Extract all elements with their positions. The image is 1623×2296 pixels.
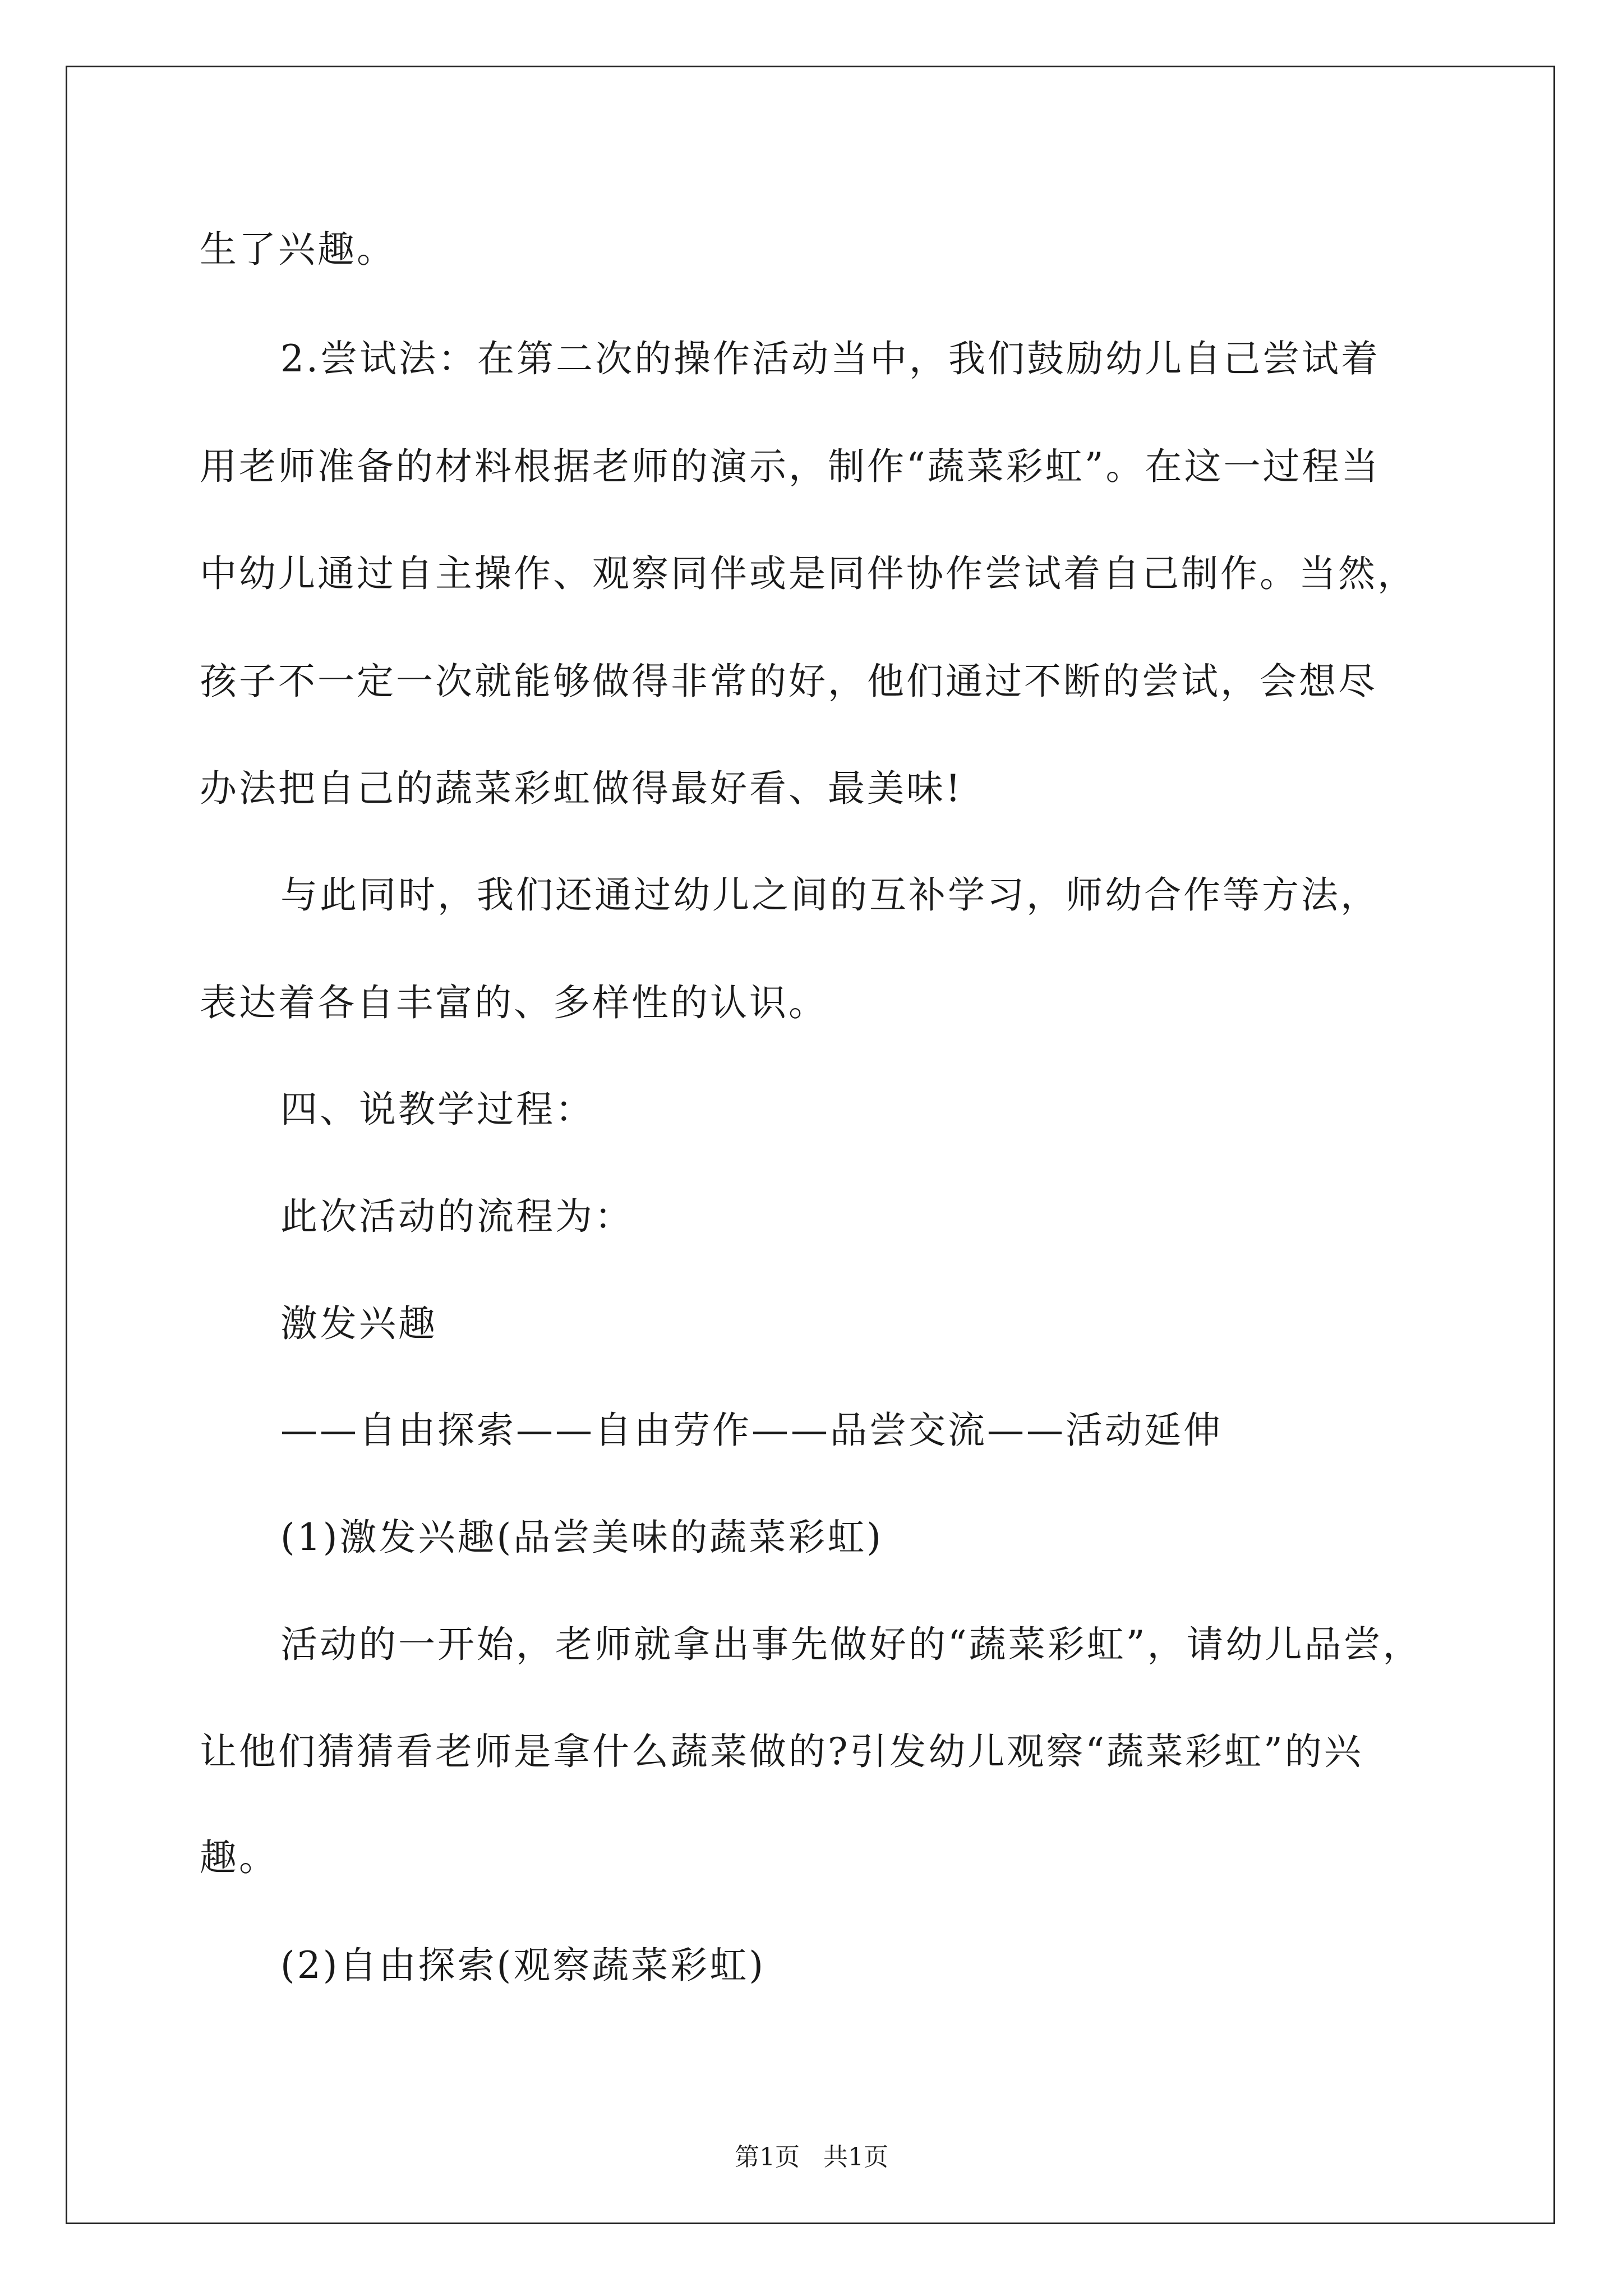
page-number: 第1页 <box>735 2143 800 2171</box>
text-line: 此次活动的流程为： <box>280 1195 634 1238</box>
text-line: ——自由探索——自由劳作——品尝交流——活动延伸 <box>280 1409 1223 1452</box>
text-line: 用老师准备的材料根据老师的演示，制作“蔬菜彩虹”。在这一过程当 <box>200 445 1381 488</box>
text-line: 中幼儿通过自主操作、观察同伴或是同伴协作尝试着自己制作。当然， <box>200 552 1417 595</box>
text-line: 2.尝试法：在第二次的操作活动当中，我们鼓励幼儿自己尝试着 <box>280 337 1380 380</box>
text-line: 与此同时，我们还通过幼儿之间的互补学习，师幼合作等方法， <box>280 873 1380 917</box>
text-line: 让他们猜猜看老师是拿什么蔬菜做的?引发幼儿观察“蔬菜彩虹”的兴 <box>200 1730 1363 1773</box>
text-line: 孩子不一定一次就能够做得非常的好，他们通过不断的尝试，会想尽 <box>200 660 1377 703</box>
text-line: 激发兴趣 <box>280 1302 437 1345</box>
section-heading: 四、说教学过程： <box>280 1088 594 1131</box>
page-border <box>66 66 1555 2224</box>
text-line: 趣。 <box>200 1836 278 1879</box>
text-line: 表达着各自丰富的、多样性的认识。 <box>200 981 828 1024</box>
text-line: 办法把自己的蔬菜彩虹做得最好看、最美味! <box>200 767 963 810</box>
text-line: 生了兴趣。 <box>200 228 396 271</box>
subsection-heading: (2)自由探索(观察蔬菜彩虹) <box>280 1944 766 1987</box>
subsection-heading: (1)激发兴趣(品尝美味的蔬菜彩虹) <box>280 1516 883 1559</box>
page-total: 共1页 <box>823 2143 888 2171</box>
page-footer <box>0 2142 1623 2173</box>
text-line: 活动的一开始，老师就拿出事先做好的“蔬菜彩虹”，请幼儿品尝， <box>280 1623 1422 1666</box>
